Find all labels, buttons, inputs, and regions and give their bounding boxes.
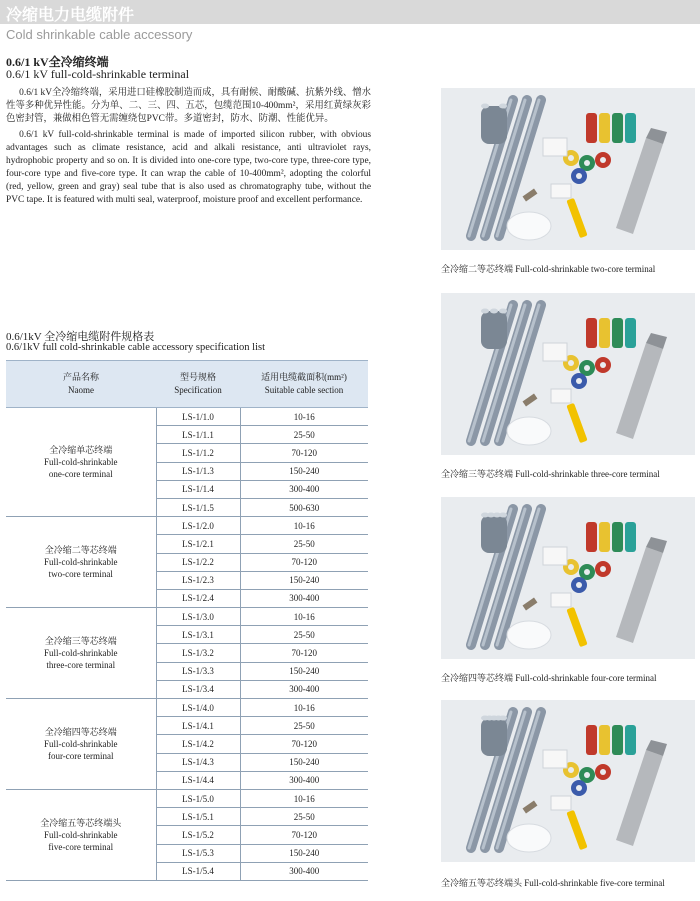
col-header-name xyxy=(6,361,156,408)
section-cell: 70-120 xyxy=(240,444,368,462)
section-cell: 70-120 xyxy=(240,644,368,662)
spec-table-body xyxy=(6,408,368,881)
product-name-en-line2: two-core terminal xyxy=(48,569,113,580)
col-header-section-en: Suitable cable section xyxy=(264,385,344,395)
model-cell: LS-1/1.2 xyxy=(156,444,240,462)
model-cell: LS-1/4.0 xyxy=(156,699,240,717)
section-cell: 25-50 xyxy=(240,426,368,444)
product-name-en-line1: Full-cold-shrinkable xyxy=(44,457,118,468)
model-cell: LS-1/3.2 xyxy=(156,644,240,662)
product-name-cell xyxy=(6,789,156,880)
model-cell: LS-1/1.0 xyxy=(156,408,240,426)
model-cell: LS-1/4.4 xyxy=(156,771,240,789)
product-photo-illustration xyxy=(441,497,695,659)
product-name-en-line1: Full-cold-shrinkable xyxy=(44,557,118,568)
product-name-en-line2: one-core terminal xyxy=(48,469,113,480)
section-cell: 10-16 xyxy=(240,608,368,626)
model-cell: LS-1/2.1 xyxy=(156,535,240,553)
model-cell: LS-1/1.1 xyxy=(156,426,240,444)
section-cell: 70-120 xyxy=(240,826,368,844)
section-cell: 500-630 xyxy=(240,498,368,516)
product-name-en-line2: three-core terminal xyxy=(46,660,116,671)
model-cell: LS-1/5.0 xyxy=(156,789,240,807)
model-cell: LS-1/2.0 xyxy=(156,517,240,535)
section-cell: 150-240 xyxy=(240,662,368,680)
product-name-cn: 全冷缩二等芯终端 xyxy=(44,545,117,556)
product-name-cell xyxy=(6,699,156,790)
section-cell: 70-120 xyxy=(240,735,368,753)
model-cell: LS-1/5.2 xyxy=(156,826,240,844)
page-title: 冷缩电力电缆附件 xyxy=(6,5,135,24)
model-cell: LS-1/5.4 xyxy=(156,862,240,880)
product-photo-caption: 全冷缩二等芯终端 Full-cold-shrinkable two-core terminal xyxy=(441,264,656,274)
product-name-cell xyxy=(6,517,156,608)
spec-title-en: 0.6/1kV full cold-shrinkable cable accessory specification list xyxy=(6,342,266,353)
product-name-en-line1: Full-cold-shrinkable xyxy=(44,738,118,749)
product-photo xyxy=(441,88,695,250)
spec-header-row xyxy=(6,361,368,408)
product-name-cell xyxy=(6,408,156,517)
product-name-cell xyxy=(6,608,156,699)
table-row xyxy=(6,789,368,807)
section-cell: 25-50 xyxy=(240,717,368,735)
col-header-section-cn: 适用电缆截面积(mm²) xyxy=(261,372,347,382)
model-cell: LS-1/3.4 xyxy=(156,680,240,698)
model-cell: LS-1/3.0 xyxy=(156,608,240,626)
table-row xyxy=(6,699,368,717)
product-photo xyxy=(441,700,695,862)
model-cell: LS-1/4.1 xyxy=(156,717,240,735)
product-photo-illustration xyxy=(441,293,695,455)
section-cell: 300-400 xyxy=(240,589,368,607)
section-cell: 150-240 xyxy=(240,753,368,771)
model-cell: LS-1/2.2 xyxy=(156,553,240,571)
product-photo xyxy=(441,497,695,659)
product-photo-caption: 全冷缩四等芯终端 Full-cold-shrinkable four-core terminal xyxy=(441,673,657,683)
model-cell: LS-1/1.5 xyxy=(156,498,240,516)
section-cell: 70-120 xyxy=(240,553,368,571)
product-photo-illustration xyxy=(441,88,695,250)
product-name-cn: 全冷缩单芯终端 xyxy=(49,445,113,456)
intro-paragraph-en: 0.6/1 kV full-cold-shrinkable terminal is made of imported silicon rubber, with obvious advantages such as climate resistance, acid and alkali resistance, anti ultraviolet rays, hydrophobic property and so on. It is divided into one-core type, two-core type, three-core type, four-core type and five-core type. It can wrap the cable of 10-400mm², adopting the colorful (red, yellow, green and gray) seal tube that is also used as chromatography tube, without the PVC tape. It is featured with multi seal, waterproof, moisture proof and excellent performance. xyxy=(6,130,371,205)
product-name-en-line2: five-core terminal xyxy=(48,841,114,852)
col-header-model-cn: 型号规格 xyxy=(179,372,216,382)
model-cell: LS-1/2.3 xyxy=(156,571,240,589)
model-cell: LS-1/2.4 xyxy=(156,589,240,607)
col-header-name-en: Naome xyxy=(68,385,94,395)
section-cell: 25-50 xyxy=(240,808,368,826)
model-cell: LS-1/5.3 xyxy=(156,844,240,862)
table-row xyxy=(6,608,368,626)
section-cell: 150-240 xyxy=(240,844,368,862)
product-name-en-line2: four-core terminal xyxy=(47,750,114,761)
model-cell: LS-1/4.3 xyxy=(156,753,240,771)
model-cell: LS-1/5.1 xyxy=(156,808,240,826)
intro-title-en: 0.6/1 kV full-cold-shrinkable terminal xyxy=(6,67,190,81)
product-photo-caption: 全冷缩三等芯终端 Full-cold-shrinkable three-core terminal xyxy=(441,469,660,479)
spec-title-cn: 0.6/1kV 全冷缩电缆附件规格表 xyxy=(6,331,155,343)
section-cell: 300-400 xyxy=(240,480,368,498)
product-name-cn: 全冷缩五等芯终端头 xyxy=(40,817,122,828)
section-cell: 10-16 xyxy=(240,517,368,535)
section-cell: 150-240 xyxy=(240,571,368,589)
intro-text xyxy=(6,87,371,210)
section-cell: 300-400 xyxy=(240,680,368,698)
section-cell: 10-16 xyxy=(240,789,368,807)
col-header-section xyxy=(240,361,368,408)
header-bar xyxy=(0,0,700,24)
product-photo-caption: 全冷缩五等芯终端头 Full-cold-shrinkable five-core terminal xyxy=(441,878,665,888)
product-photo xyxy=(441,293,695,455)
product-photo-illustration xyxy=(441,700,695,862)
section-cell: 300-400 xyxy=(240,862,368,880)
product-name-cn: 全冷缩三等芯终端 xyxy=(44,636,117,647)
spec-table xyxy=(6,360,368,881)
section-cell: 10-16 xyxy=(240,408,368,426)
model-cell: LS-1/4.2 xyxy=(156,735,240,753)
model-cell: LS-1/3.3 xyxy=(156,662,240,680)
col-header-model-en: Specification xyxy=(174,385,222,395)
product-name-en-line1: Full-cold-shrinkable xyxy=(44,829,118,840)
section-cell: 300-400 xyxy=(240,771,368,789)
table-row xyxy=(6,517,368,535)
section-cell: 150-240 xyxy=(240,462,368,480)
model-cell: LS-1/1.3 xyxy=(156,462,240,480)
product-name-cn: 全冷缩四等芯终端 xyxy=(44,726,117,737)
section-cell: 25-50 xyxy=(240,626,368,644)
intro-title-cn: 0.6/1 kV全冷缩终端 xyxy=(6,55,109,69)
intro-paragraph-cn: 0.6/1 kV全冷缩终端，采用进口硅橡胶制造而成，具有耐候、耐酸碱、抗紫外线、憎水性等多种优异性能。分为单、二、三、四、五芯，包缆范围10-400mm²，采用红黄绿灰彩色密封管，兼做相色管无需缠绕包PVC带。多道密封，防水、防潮、性能优异。 xyxy=(6,88,371,124)
product-name-en-line1: Full-cold-shrinkable xyxy=(44,648,118,659)
section-cell: 25-50 xyxy=(240,535,368,553)
section-cell: 10-16 xyxy=(240,699,368,717)
col-header-model xyxy=(156,361,240,408)
page-subtitle: Cold shrinkable cable accessory xyxy=(6,27,193,42)
model-cell: LS-1/3.1 xyxy=(156,626,240,644)
model-cell: LS-1/1.4 xyxy=(156,480,240,498)
table-row xyxy=(6,408,368,426)
col-header-name-cn: 产品名称 xyxy=(62,372,99,382)
